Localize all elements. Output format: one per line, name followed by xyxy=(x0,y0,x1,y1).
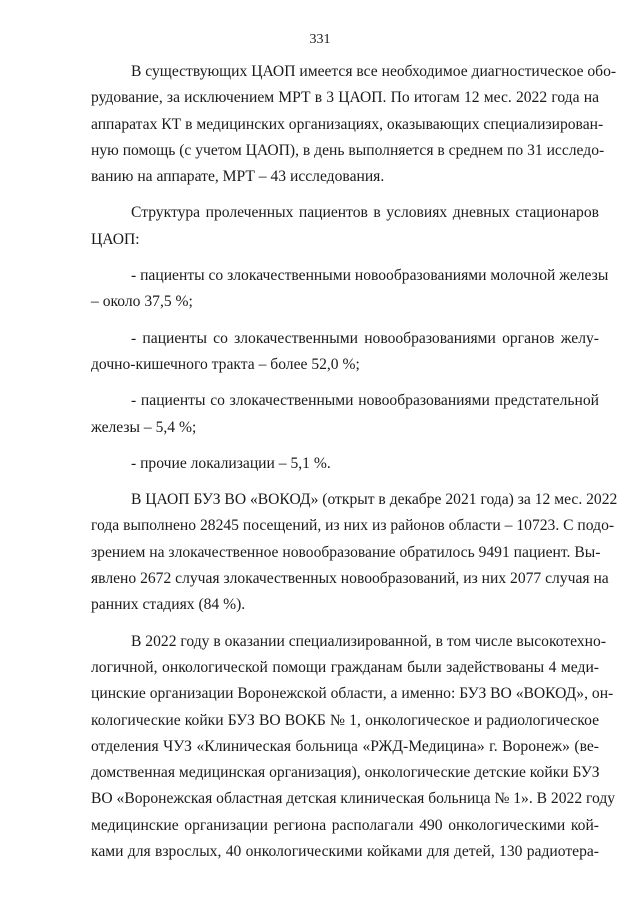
paragraph xyxy=(91,200,599,253)
list-item xyxy=(91,388,599,441)
text-line: В ЦАОП БУЗ ВО «ВОКОД» (открыт в декабре 2021 года) за 12 мес. 2022 xyxy=(131,491,618,509)
text-line: железы – 5,4 %; xyxy=(91,418,197,436)
text-line: - пациенты со злокачественными новообразованиями органов желу- xyxy=(131,329,599,347)
text-line: ную помощь (с учетом ЦАОП), в день выполняется в среднем по 31 исследо- xyxy=(91,141,605,159)
text-line: ками для взрослых, 40 онкологическими койками для детей, 130 радиотера- xyxy=(91,843,599,861)
text-line: медицинские организации региона располагали 490 онкологическими кой- xyxy=(91,816,599,834)
text-line: - пациенты со злокачественными новообразованиями предстательной xyxy=(131,392,599,410)
text-line: ЦАОП: xyxy=(91,230,140,248)
text-line: года выполнено 28245 посещений, из них из районов области – 10723. С подо- xyxy=(91,517,615,535)
text-line: цинские организации Воронежской области, а именно: БУЗ ВО «ВОКОД», он- xyxy=(91,685,614,703)
page-number: 331 xyxy=(309,32,331,47)
text-line: ранних стадиях (84 %). xyxy=(91,596,246,614)
text-line: – около 37,5 %; xyxy=(91,293,193,311)
paragraph xyxy=(91,487,618,618)
text-line: отделения ЧУЗ «Клиническая больница «РЖД-Медицина» г. Воронеж» (ве- xyxy=(91,737,599,755)
list-item xyxy=(91,326,599,379)
list-item xyxy=(91,451,599,477)
text-line: логичной, онкологической помощи гражданам были задействованы 4 меди- xyxy=(91,658,599,676)
text-line: В 2022 году в оказании специализированной, в том числе высокотехно- xyxy=(131,632,607,650)
text-line: домственная медицинская организация), онкологические детские койки БУЗ xyxy=(91,764,600,782)
text-line: - пациенты со злокачественными новообразованиями молочной железы xyxy=(131,267,609,285)
text-line: зрением на злокачественное новообразование обратилось 9491 пациент. Вы- xyxy=(91,543,601,561)
paragraph xyxy=(91,59,617,190)
text-line: кологические койки БУЗ ВО ВОКБ № 1, онкологическое и радиологическое xyxy=(91,711,599,729)
body-text xyxy=(91,59,618,865)
list-item xyxy=(91,263,609,316)
text-line: - прочие локализации – 5,1 %. xyxy=(131,454,331,472)
text-line: аппаратах КТ в медицинских организациях, оказывающих специализирован- xyxy=(91,115,604,133)
text-line: рудование, за исключением МРТ в 3 ЦАОП. По итогам 12 мес. 2022 года на xyxy=(91,89,599,107)
text-line: явлено 2672 случая злокачественных новообразований, из них 2077 случая на xyxy=(91,570,609,588)
text-line: Структура пролеченных пациентов в условиях дневных стационаров xyxy=(131,204,599,222)
text-line: ВО «Воронежская областная детская клиническая больница № 1». В 2022 году xyxy=(91,790,616,808)
text-line: В существующих ЦАОП имеется все необходимое диагностическое обо- xyxy=(131,63,617,80)
paragraph xyxy=(91,629,616,866)
text-line: дочно-кишечного тракта – более 52,0 %; xyxy=(91,355,360,373)
text-line: ванию на аппарате, МРТ – 43 исследования. xyxy=(91,168,385,186)
